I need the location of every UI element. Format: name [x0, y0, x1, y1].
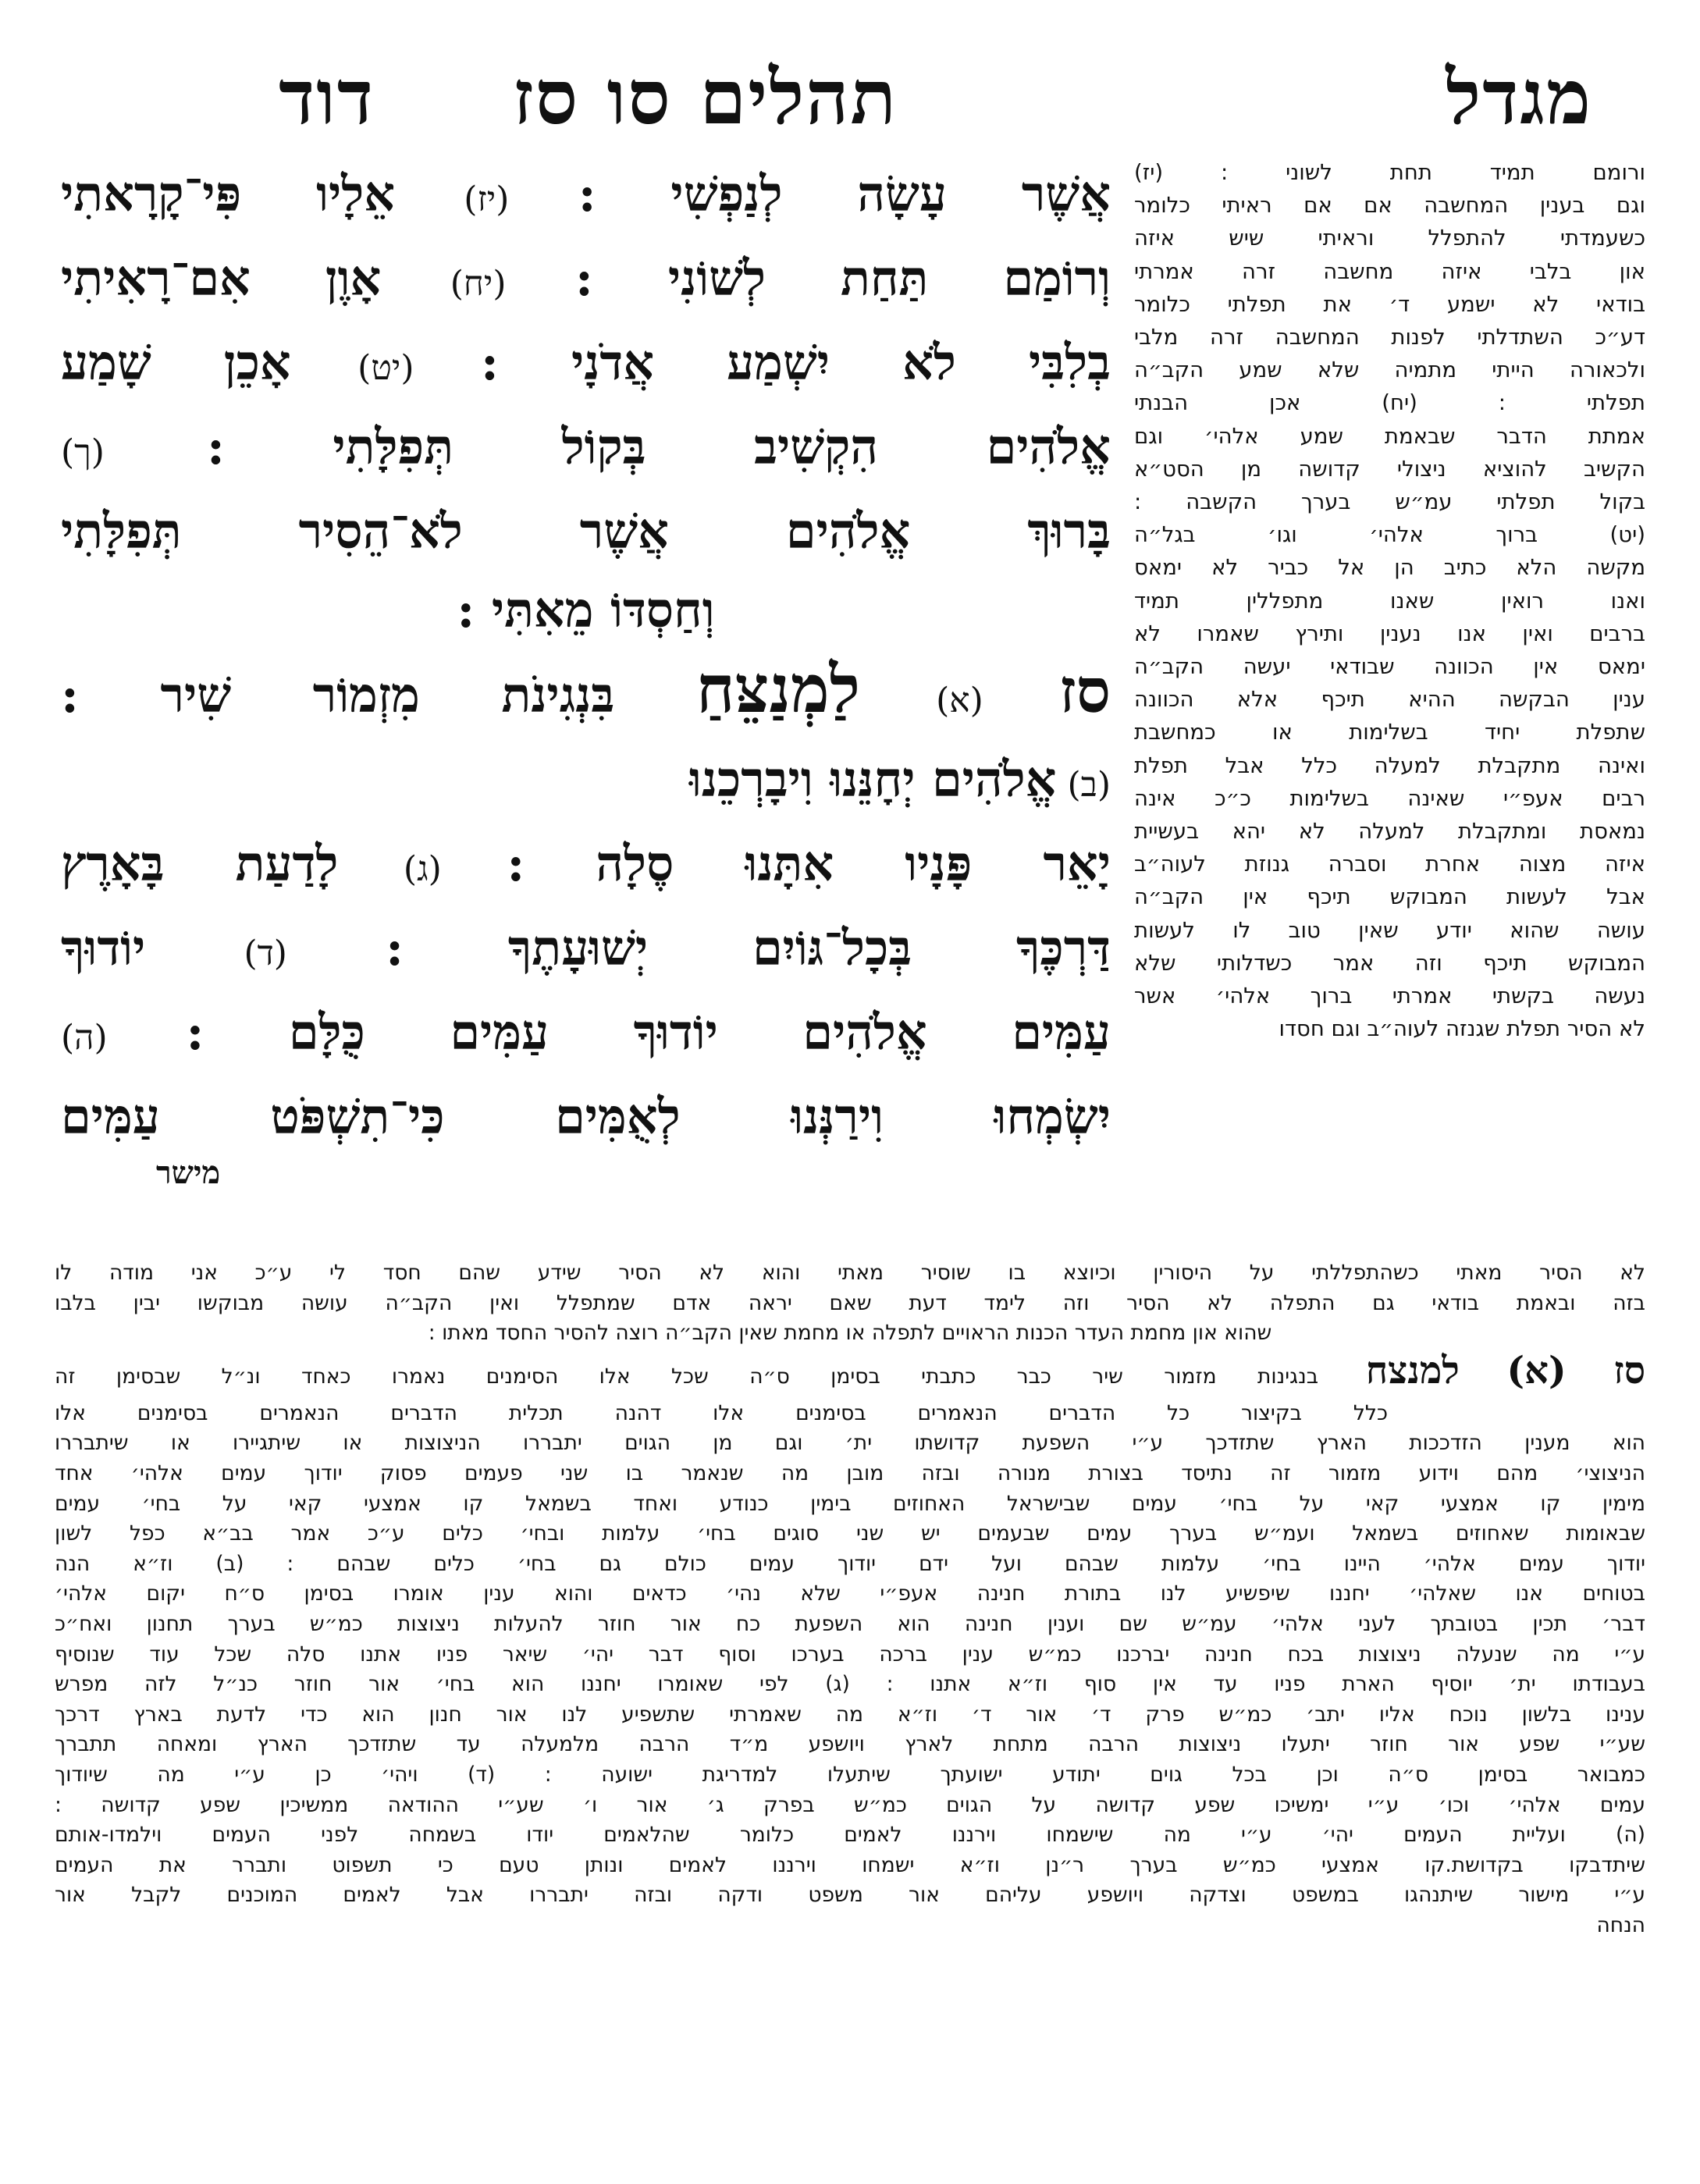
- commentary-line: כלל בקיצור כל הדברים הנאמרים בסימנים אלו דהנה תכלית הדברים הנאמרים בסימנים אלו: [55, 1400, 1388, 1425]
- verse-text: וְרוֹמַם תַּחַת לְשׁוֹנִי :: [575, 250, 1111, 307]
- commentary-line: לא הסיר תפלת שגנזה לעוה״ב וגם חסדו: [1279, 1016, 1645, 1042]
- verse-line: [61, 909, 1111, 993]
- commentary-line: איזה מצוה אחרת וסברה גנוזת לעוה״ב: [1134, 852, 1645, 877]
- psalm-number: סז: [1058, 656, 1111, 727]
- verse-line: [61, 492, 1111, 571]
- commentary-line: בקול תפלתי עמ״ש בערך הקשבה :: [1134, 489, 1645, 515]
- header-book-title: מגדל: [1446, 53, 1592, 141]
- section-label: סז (א) למנצח: [1318, 1348, 1645, 1393]
- commentary-line: שע״י שפע אור חוזר יתעלו ניצוצות הרבה מתחת לארץ ויושפע מ״ד הרבה מלמעלה עד שתזדכך הארץ ומאחה תתברך: [55, 1732, 1645, 1757]
- commentary-line: ורומם תמיד תחת לשוני : (יז): [1134, 160, 1645, 185]
- verse-text: אֱלֹהִים הִקְשִׁיב בְּקוֹל תְּפִלָּתִי :: [206, 418, 1111, 475]
- commentary-line: בעבודתו ית׳ יוסיף הארת פניו עד אין סוף וז״א אתנו : (ג) לפי שאומרו יחננו הוא בחי׳ אור חוזר כנ״ל לזה מפרש: [55, 1672, 1645, 1697]
- commentary-line: המבוקש תיכף וזה אמר כשדלותי שלא: [1134, 950, 1645, 976]
- commentary-text: בנגינות מזמור שיר כבר כתבתי בסימן ס״ה שכל אלו הסימנים נאמרו כאחד ונ״ל שבסימן זה: [55, 1364, 1319, 1389]
- verse-text: לָדַעַת בָּאָרֶץ: [61, 835, 339, 892]
- commentary-line: וגם בענין המחשבה אם אם ראיתי כלומר: [1134, 193, 1645, 219]
- commentary-line: שתפלת יחיד בשלימות או כמחשבת: [1134, 720, 1645, 745]
- commentary-line: יודוך עמים אלהי׳ היינו בחי׳ עלמות שבהם ועל ידם יודוך עמים כולם גם בחי׳ כלים שבהם : (ב) וז״א הנה: [55, 1551, 1645, 1576]
- verse-line: [61, 323, 1111, 407]
- commentary-line: ברבים ואין אנו נענין ותירץ שאמרו לא: [1134, 621, 1645, 646]
- commentary-line: רבים אעפ״י שאינה בשלימות כ״כ אינה: [1134, 785, 1645, 811]
- commentary-line: אמתת הדבר שבאמת שמע אלהי׳ וגם: [1134, 423, 1645, 449]
- verse-number: (יז): [395, 180, 578, 219]
- verse-text: דַּרְכֶּךָ בְּכָל־גּוֹיִם יְשׁוּעָתֶךָ :: [386, 919, 1111, 976]
- running-header: [94, 47, 1592, 148]
- verse-number: (ה): [61, 1018, 187, 1058]
- commentary-line: (יט) ברוך אלהי׳ וגו׳ בגל״ה: [1134, 522, 1645, 548]
- commentary-line: תפלתי : (יח) אכן הבנתי: [1134, 390, 1645, 416]
- verse-line: [61, 649, 1111, 740]
- verse-number: (ג): [338, 849, 507, 889]
- commentary-line: הוא מענין הזדככות הארץ שתזדכך ע״י השפעת קדושתו ית׳ וגם מן הגוים יתבררו הניצוצות או שיתגיירו או שיתבררו: [55, 1431, 1645, 1456]
- verse-text: אֱלֹהִים יְחָנֵּנוּ וִיבָרְכֵנוּ: [688, 751, 1057, 808]
- commentary-line: ענינו בלשון נוכח אליו יתב׳ כמ״ש פרק ד׳ אור ד׳ וז״א מה שאמרתי שתשפיע לנו אור חנון הוא כדי לדעת בארץ דרכך: [55, 1702, 1645, 1727]
- verse-text: בִּנְגִינֹת מִזְמוֹר שִׁיר :: [61, 667, 696, 724]
- commentary-line: שיתדבקו בקדושת.קו אמצעי כמ״ש בערך ר״נן וז״א ישמחו וירננו לאמים ונותן טעם כי תשפוט ותברר את העמים: [55, 1852, 1645, 1877]
- verse-number: (ב): [1056, 765, 1111, 805]
- commentary-line: בטוחים אנו שאלהי׳ יחננו שיפשיע לנו בתורת חנינה אעפ״י שלא נהי׳ כדאים והוא ענין אומרו בסימן ס״ח יקום אלהי׳: [55, 1581, 1645, 1606]
- commentary-line: שבאומות שאחוזים בשמאל ועמ״ש בערך עמים שבעמים יש שני סוגים בחי׳ עלמות ובחי׳ כלים ע״כ אמר בב״א כפל לשון: [55, 1521, 1645, 1546]
- commentary-line: ואינה מתקבלת למעלה כלל אבל תפלת: [1134, 752, 1645, 778]
- commentary-column: [1134, 156, 1645, 1045]
- verse-number: (יט): [290, 348, 482, 388]
- catchword: מישר: [156, 1154, 221, 1191]
- commentary-line: עמים אלהי׳ וכו׳ ע״י ימשיכו שפע קדושה על הגוים כמ״ש בפרק ג׳ אור ו׳ שע״י ההודאה ממשיכין שפע קדושה :: [55, 1792, 1645, 1817]
- commentary-line: נמאסת ומתקבלת למעלה לא יהא בעשיית: [1134, 819, 1645, 845]
- verse-text: יָאֵר פָּנָיו אִתָּנוּ סֶלָה :: [507, 835, 1111, 892]
- commentary-line: ואנו רואין שאנו מתפללין תמיד: [1134, 588, 1645, 614]
- verse-number: (ך): [61, 432, 207, 472]
- commentary-line: (ה) ועליית העמים יהי׳ ע״י מה שישמחו וירננו לאמים כלומר שהלאמים יודו בשמחה לפני העמים וילמדו-אותם: [55, 1823, 1645, 1848]
- commentary-line: ולכאורה הייתי מתמיה שלא שמע הקב״ה: [1134, 357, 1645, 383]
- header-chapter-ref: תהלים סו סז: [512, 53, 898, 141]
- commentary-line: [55, 1349, 1645, 1399]
- verse-line: [61, 571, 1111, 649]
- commentary-line: שהוא און מחמת העדר הכנות הראויים לתפלה או מחמת שאין הקב״ה רוצה להסיר החסד מאתו :: [428, 1321, 1272, 1346]
- commentary-line: אבל לעשות המבוקש תיכף אין הקב״ה: [1134, 884, 1645, 910]
- verse-line: [61, 740, 1111, 824]
- verse-line: [61, 155, 1111, 239]
- verse-text: אֲשֶׁר עָשָׂה לְנַפְשִׁי :: [578, 165, 1111, 222]
- commentary-line: עושה שהוא יודע שאין טוב לו לעשות: [1134, 917, 1645, 943]
- commentary-line: כשעמדתי להתפלל וראיתי שיש איזה: [1134, 226, 1645, 251]
- verse-text: וְחַסְדּוֹ מֵאִתִּי :: [457, 582, 715, 638]
- commentary-line: הקשיב להוציא ניצולי קדושה מן הסט״א: [1134, 456, 1645, 482]
- commentary-line: לא הסיר מאתי כשהתפללתי על היסורין וכיוצא בו שוסיר מאתי והוא לא הסיר שידע שהם חסד לי ע״כ אני מודה לו: [55, 1261, 1645, 1285]
- verse-line: [61, 993, 1111, 1077]
- commentary-line: מימין קו אמצעי קאי על בחי׳ עמים שבישראל האחוזים בימין כנודע ואחד בשמאל קו אמצעי קאי על בחי׳ עמים: [55, 1491, 1645, 1516]
- verse-number: (א): [860, 681, 1059, 720]
- verse-text: אָכֵן שָׁמַע: [61, 334, 291, 391]
- commentary-line: בודאי לא ישמע ד׳ את תפלתי כלומר: [1134, 291, 1645, 317]
- commentary-line: הניצוצי׳ מהם וידוע מזמור זה נתיסד בצורת מנורה ובזה מובן מה שנאמר בו שני פעמים פסוק יודוך עמים אלהי׳ אחד: [55, 1460, 1645, 1485]
- commentary-line: דבר׳ תכין בטובתך לעני אלהי׳ עמ״ש שם וענין חנינה הוא השפעת כח אור חוזר להעלות ניצוצות כמ״ש בערך תחנון ואח״כ: [55, 1611, 1645, 1636]
- verse-line: [61, 239, 1111, 323]
- commentary-line: נעשה בקשתי אמרתי ברוך אלהי׳ אשר: [1134, 984, 1645, 1009]
- verse-text: אָוֶן אִם־רָאִיתִי: [61, 250, 382, 307]
- verse-text: אֵלָיו פִּי־קָרָאתִי: [61, 165, 396, 222]
- verse-text: יִשְׂמְחוּ וִירַנְּנוּ לְאֻמִּים כִּי־תִשְׁפֹּט עַמִּים: [61, 1088, 1111, 1145]
- verse-line: [61, 824, 1111, 909]
- commentary-line: ע״י מישור שיתנהגו במשפט וצדקה ויושפע עליהם אור משפט ודקה ובזה יתבררו אבל לאמים המוכנים לקבל אור: [55, 1883, 1645, 1908]
- header-author: דוד: [279, 53, 375, 141]
- verse-line: [61, 1077, 1111, 1156]
- verse-column: [61, 155, 1111, 1156]
- commentary-line: מקשה הלא כתיב הן אל כביר לא ימאס: [1134, 555, 1645, 581]
- psalm-opening-word: לַמְנַצֵּחַ: [695, 650, 861, 727]
- full-width-commentary: [55, 1258, 1645, 1940]
- verse-number: (יח): [381, 264, 575, 304]
- commentary-line: דע״כ השתדלתי לפנות המחשבה זרה מלבי: [1134, 325, 1645, 350]
- commentary-line: הנחה: [1596, 1912, 1645, 1937]
- commentary-line: ענין הבקשה ההיא תיכף אלא הכוונה: [1134, 687, 1645, 713]
- commentary-line: און בלבי איזה מחשבה זרה אמרתי: [1134, 258, 1645, 284]
- commentary-line: ימאס אין הכוונה שבודאי יעשה הקב״ה: [1134, 654, 1645, 680]
- commentary-line: כמבואר בסימן ס״ה וכן בכל גוים יתודע ישועתך שיתעלו למדריגת ישועה : (ד) ויהי׳ כן ע״י מה שיודוך: [55, 1762, 1645, 1787]
- verse-line: [61, 407, 1111, 492]
- verse-number: (ד): [145, 934, 386, 973]
- commentary-line: ע״י מה שנעלה ניצוצות בכח חנינה יברכנו כמ״ש ענין ברכה בערכו וסוף דבר יהי׳ שיאר פניו אתנו סלה שכל עוד שנוסיף: [55, 1642, 1645, 1666]
- commentary-line: בזה ובאמת בודאי גם התפלה לא הסיר וזה לימד דעת שאם יראה אדם שמתפלל ואין הקב״ה עושה מבוקשו יבין בלבו: [55, 1290, 1645, 1315]
- verse-text: בְלִבִּי לֹא יִשְׁמַע אֲדֹנָי :: [481, 334, 1111, 391]
- verse-text: עַמִּים אֱלֹהִים יוֹדוּךָ עַמִּים כֻּלָּם :: [186, 1004, 1111, 1061]
- verse-text: יוֹדוּךָ: [61, 919, 146, 976]
- verse-text: בָּרוּךְ אֱלֹהִים אֲשֶׁר לֹא־הֵסִיר תְּפִלָּתִי: [61, 503, 1111, 560]
